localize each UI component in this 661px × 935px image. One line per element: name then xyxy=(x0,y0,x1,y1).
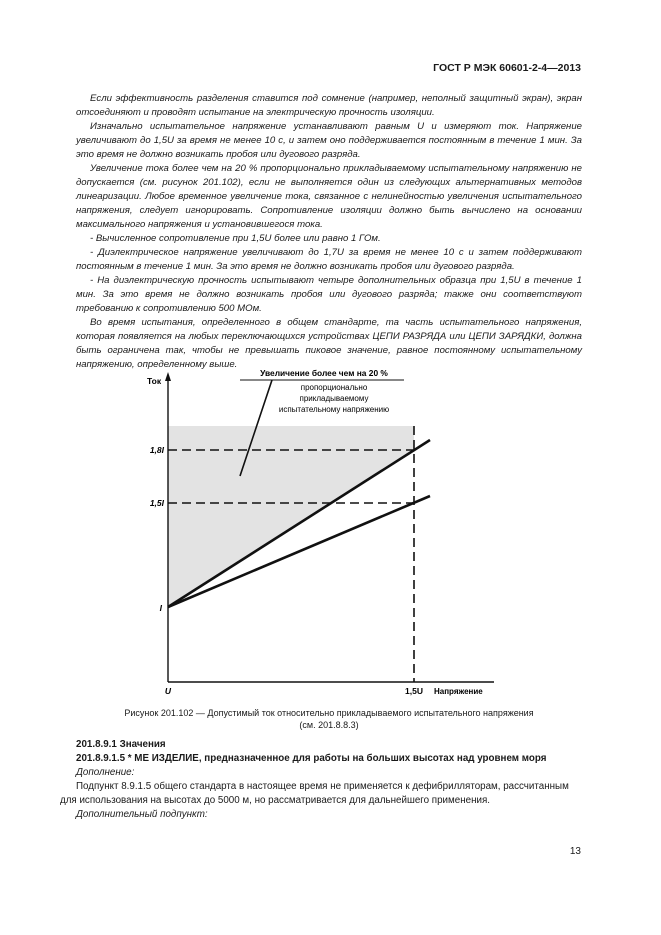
x-tick-label: 1,5U xyxy=(405,686,423,696)
annotation-line: пропорционально xyxy=(300,383,368,392)
paragraph: Если эффективность разделения ставится под сомнение (например, неполный защитный экран), экран отсоединяют и проводят испытание на электрическую прочность изоляции. xyxy=(76,93,582,118)
section-heading: 201.8.9.1.5 * МЕ ИЗДЕЛИЕ, предназначенное для работы на больших высотах над уровнем моря xyxy=(76,753,547,764)
paragraph: - Диэлектрическое напряжение увеличивают до 1,7U за время не менее 10 с и затем поддерживают постоянным в течение 1 мин. За это время не должно возникать пробоя или дугового разряда. xyxy=(76,247,582,272)
caption-line: (см. 201.8.8.3) xyxy=(299,720,359,730)
section-block xyxy=(60,738,582,822)
annotation-line: прикладываемому xyxy=(299,394,369,403)
section-paragraph: Подпункт 8.9.1.5 общего стандарта в настоящее время не применяется к дефибрилляторам, рассчитанным для использования на высотах до 5000 м, но рассматривается для дальнейшего применения. xyxy=(60,781,569,806)
annotation-line: испытательному напряжению xyxy=(278,405,390,414)
allowed-region xyxy=(168,426,414,607)
x-tick-label: U xyxy=(164,686,172,696)
y-tick-label: 1,5I xyxy=(149,498,164,508)
body-text xyxy=(76,92,582,372)
addition-label: Дополнение: xyxy=(76,767,135,778)
caption-line: Рисунок 201.102 — Допустимый ток относительно прикладываемого испытательного напряжения xyxy=(124,708,534,718)
figure-caption xyxy=(76,707,582,731)
y-tick-label: 1,8I xyxy=(149,445,164,455)
paragraph: Изначально испытательное напряжение устанавливают равным U и измеряют ток. Напряжение увеличивают до 1,5U за время не менее 10 с, и затем оно поддерживается постоянным в течение 1 мин. За это время не должно возникать пробоя или дугового разряда. xyxy=(76,121,582,160)
y-axis-label: Ток xyxy=(147,376,162,386)
annotation-line: Увеличение более чем на 20 % xyxy=(260,368,388,378)
page-number: 13 xyxy=(569,846,581,857)
paragraph: Увеличение тока более чем на 20 % пропорционально прикладываемому испытательному напряжению не допускается (см. рисунок 201.102), если не выполняется один из следующих альтернативных методов линеаризации. Любое временное увеличение тока, связанное с нелинейностью увеличения испытательного напряжения, следует игнорировать. Сопротивление изоляции должно быть вычислено на основании максимального напряжения и установившегося тока. xyxy=(76,163,582,230)
y-axis-arrow xyxy=(165,372,171,381)
section-heading: 201.8.9.1 Значения xyxy=(76,739,166,750)
paragraph: Во время испытания, определенного в общем стандарте, та часть испытательного напряжения, которая появляется на любых переключающихся устройствах ЦЕПИ РАЗРЯДА или ЦЕПИ ЗАРЯДКИ, должна быть ограничена так, чтобы не превышать пиковое значение, равное постоянному испытательному напряжению, определенному выше. xyxy=(76,317,582,370)
paragraph: - Вычисленное сопротивление при 1,5U более или равно 1 ГОм. xyxy=(90,233,381,244)
paragraph: - На диэлектрическую прочность испытывают четыре дополнительных образца при 1,5U в течение 1 мин. За это время не должно возникать пробоя или дугового разряда; также они соответствуют требованию к сопротивлению 500 МОм. xyxy=(76,275,582,314)
figure-chart xyxy=(134,360,504,705)
x-axis-label: Напряжение xyxy=(434,687,483,696)
additional-subclause-label: Дополнительный подпункт: xyxy=(76,809,208,820)
document-header: ГОСТ Р МЭК 60601-2-4—2013 xyxy=(433,62,581,74)
y-tick-label: I xyxy=(159,603,162,613)
